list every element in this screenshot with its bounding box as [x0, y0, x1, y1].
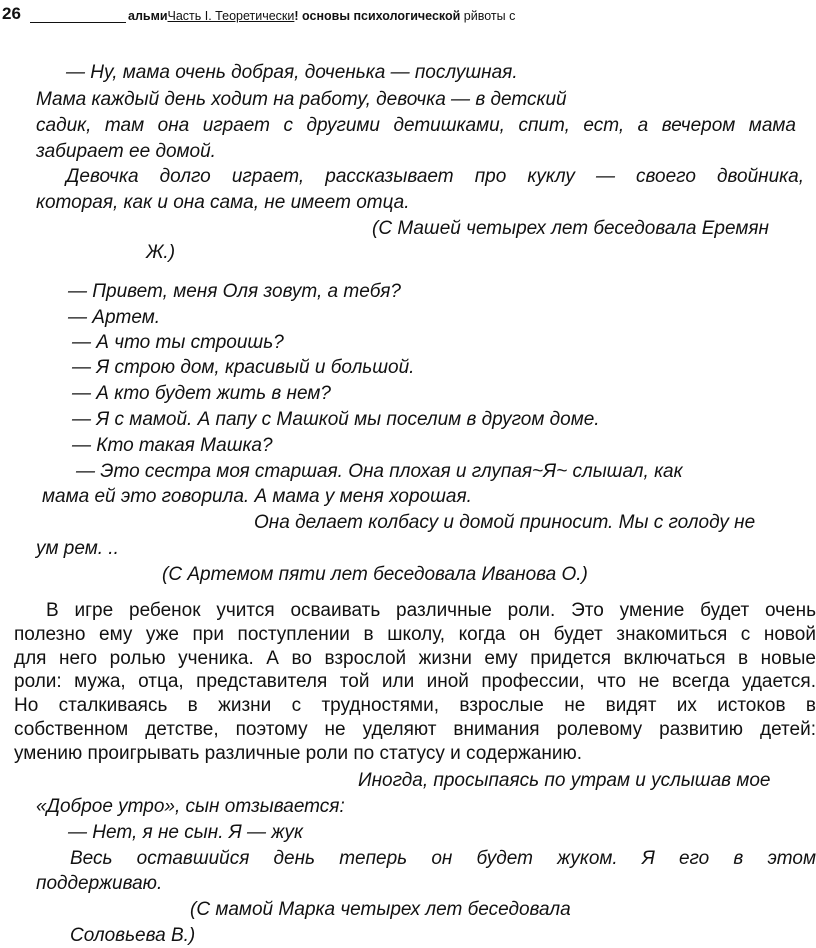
running-head-part-d: рйвоты с — [460, 9, 516, 23]
text-line: которая, как и она сама, не имеет отца. — [36, 192, 410, 213]
text-line: Весь оставшийся день теперь он будет жуком. Я его в этом — [70, 848, 816, 869]
page-header — [0, 4, 816, 28]
text-line: — Я строю дом, красивый и большой. — [72, 357, 415, 378]
text-line: — Это сестра моя старшая. Она плохая и глупая~Я~ слышал, как — [76, 461, 683, 482]
text-line: — Привет, меня Оля зовут, а тебя? — [68, 281, 401, 302]
text-line: поддерживаю. — [36, 873, 163, 894]
page-number: 26 — [2, 4, 21, 23]
paragraph-line: В игре ребенок учится осваивать различные роли. Это умение будет очень — [46, 600, 816, 621]
running-head — [128, 9, 515, 23]
attribution-line: Соловьева В.) — [70, 925, 196, 946]
text-line: Девочка долго играет, рассказывает про куклу — своего двойника, — [66, 166, 804, 187]
attribution-line: (С Машей четырех лет беседовала Еремян — [372, 218, 769, 239]
text-line: — А кто будет жить в нем? — [72, 383, 331, 404]
text-line: забирает ее домой. — [36, 141, 216, 162]
attribution-line: Ж.) — [146, 242, 176, 263]
text-line: Мама каждый день ходит на работу, девочка — в детский — [36, 89, 567, 110]
text-line: ум рем. .. — [36, 538, 119, 559]
text-line: — Нет, я не сын. Я — жук — [68, 822, 304, 843]
text-line: — Ну, мама очень добрая, доченька — послушная. — [66, 62, 518, 83]
text-line: мама ей это говорила. А мама у меня хорошая. — [42, 486, 472, 507]
text-line: «Доброе утро», сын отзывается: — [36, 796, 345, 817]
text-line: садик, там она играет с другими детишками, спит, ест, а вечером мама — [36, 115, 796, 136]
paragraph-line: для него ролью ученика. А во взрослой жизни ему придется включаться в новые — [14, 648, 816, 669]
paragraph-line: Но сталкиваясь в жизни с трудностями, взрослые не видят их истоков в — [14, 695, 816, 716]
text-line: Она делает колбасу и домой приносит. Мы с голоду не — [254, 512, 756, 533]
paragraph-line: полезно ему уже при поступлении в школу, когда он будет знакомиться с новой — [14, 624, 816, 645]
running-head-part-a: альми — [128, 9, 168, 23]
text-line: — Артем. — [68, 307, 161, 328]
paragraph-line: умению проигрывать различные роли по статусу и содержанию. — [14, 743, 582, 764]
header-rule — [30, 22, 126, 23]
text-line: — Кто такая Машка? — [72, 435, 273, 456]
paragraph-line: роли: мужа, отца, представителя той или иной профессии, что не всегда удается. — [14, 671, 816, 692]
text-line: — Я с мамой. А папу с Машкой мы поселим в другом доме. — [72, 409, 600, 430]
paragraph-line: собственном детстве, поэтому не уделяют внимания ролевому развитию детей: — [14, 719, 816, 740]
running-head-part-b: Часть I. Теоретически — [167, 9, 295, 23]
text-line: — А что ты строишь? — [72, 332, 284, 353]
attribution-line: (С Артемом пяти лет беседовала Иванова О.) — [162, 564, 588, 585]
running-head-part-c: ! основы психологической — [294, 9, 461, 23]
attribution-line: (С мамой Марка четырех лет беседовала — [190, 899, 571, 920]
text-line: Иногда, просыпаясь по утрам и услышав мое — [358, 770, 771, 791]
